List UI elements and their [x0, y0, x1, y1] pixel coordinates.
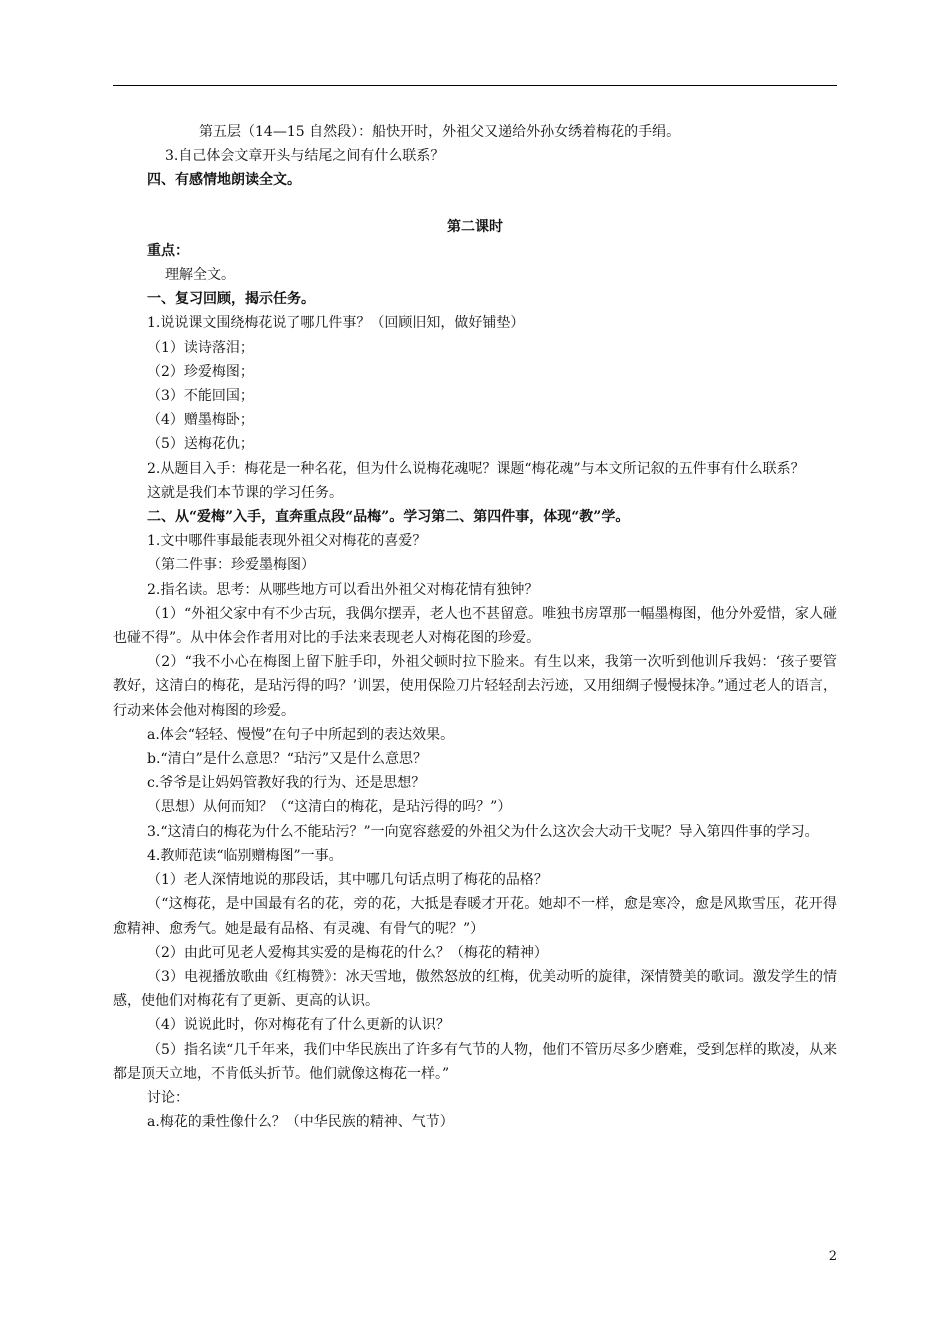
paragraph-text: 2.指名读。思考：从哪些地方可以看出外祖父对梅花情有独钟？: [147, 581, 539, 598]
paragraph-text: 1.文中哪件事最能表现外祖父对梅花的喜爱？: [147, 533, 427, 550]
paragraph-text: 2.从题目入手：梅花是一种名花，但为什么说梅花魂呢？课题“梅花魂”与本文所记叙的五件事有什么联系？: [147, 460, 805, 477]
header-rule: [113, 85, 837, 86]
lesson-title: 第二课时: [447, 218, 503, 235]
paragraph-text: （2）由此可见老人爱梅其实爱的是梅花的什么？（梅花的精神）: [147, 944, 548, 961]
paragraph-text: 这就是我们本节课的学习任务。: [147, 484, 343, 501]
list-item: a.梅花的秉性像什么？（中华民族的精神、气节）: [147, 1114, 454, 1131]
paragraph-text: （“这梅花，是中国最有名的花，旁的花，大抵是春暖才开花。她却不一样，愈是寒冷，愈是风欺雪压，花开得愈精神、愈秀气。她是最有品格、有灵魂、有骨气的呢？”）: [113, 896, 837, 937]
paragraph-text: （5）指名读“几千年来，我们中华民族出了许多有气节的人物，他们不管历尽多少磨难，受到怎样的欺凌，从来都是顶天立地，不肯低头折节。他们就像这梅花一样。”: [113, 1041, 837, 1082]
paragraph-text: （第二件事：珍爱墨梅图）: [147, 557, 315, 574]
section-heading: 一、复习回顾，揭示任务。: [147, 291, 315, 308]
list-item: （1）读诗落泪；: [147, 339, 254, 356]
paragraph-text: 3.自己体会文章开头与结尾之间有什么联系？: [165, 148, 445, 165]
paragraph-text: （2）“我不小心在梅图上留下脏手印，外祖父顿时拉下脸来。有生以来，我第一次听到他训斥我妈：‘孩子要管教好，这清白的梅花，是玷污得的吗？’训罢，使用保险刀片轻轻刮去污迹，又用细绸子慢慢抹净。”通过老人的语言，行动来体会他对梅图的珍爱。: [113, 654, 837, 719]
list-item: c.爷爷是让妈妈管教好我的行为、还是思想？: [147, 775, 426, 792]
list-item: （3）不能回国；: [147, 388, 254, 405]
paragraph-text: 第五层（14—15 自然段）：船快开时，外祖父又递给外孙女绣着梅花的手绢。: [199, 124, 681, 140]
list-item: （5）送梅花仇；: [147, 436, 254, 453]
paragraph-text: 3.“这清白的梅花为什么不能玷污？”一向宽容慈爱的外祖父为什么这次会大动干戈呢？导入第四件事的学习。: [147, 823, 819, 840]
section-heading: 重点：: [147, 242, 189, 259]
list-item: （2）珍爱梅图；: [147, 363, 254, 380]
paragraph-text: （3）电视播放歌曲《红梅赞》：冰天雪地，傲然怒放的红梅，优美动听的旋律，深情赞美的歌词。激发学生的情感，使他们对梅花有了更新、更高的认识。: [113, 968, 837, 1010]
list-item: （4）赠墨梅卧；: [147, 412, 254, 429]
page-number: 2: [828, 1249, 837, 1264]
list-item: b.“清白”是什么意思？“玷污”又是什么意思？: [147, 751, 428, 768]
paragraph-text: 讨论：: [147, 1089, 189, 1106]
document-body: [113, 120, 837, 1134]
paragraph-text: （思想）从何而知？（“这清白的梅花，是玷污得的吗？”）: [147, 799, 512, 816]
paragraph-text: 4.教师范读“临别赠梅图”一事。: [147, 847, 343, 864]
section-heading: 二、从“爱梅”入手，直奔重点段“品梅”。学习第二、第四件事，体现“教”学。: [147, 509, 630, 526]
paragraph-text: （1）“外祖父家中有不少古玩，我偶尔摆弄，老人也不甚留意。唯独书房罩那一幅墨梅图，他分外爱惜，家人碰也碰不得”。从中体会作者用对比的手法来表现老人对梅花图的珍爱。: [113, 605, 837, 647]
paragraph-text: （4）说说此时，你对梅花有了什么更新的认识？: [147, 1017, 450, 1034]
paragraph-text: （1）老人深情地说的那段话，其中哪几句话点明了梅花的品格？: [147, 872, 548, 889]
list-item: a.体会“轻轻、慢慢”在句子中所起到的表达效果。: [147, 726, 455, 743]
paragraph-text: 1.说说课文围绕梅花说了哪几件事？（回顾旧知，做好铺垫）: [147, 315, 525, 332]
section-heading: 四、有感情地朗读全文。: [147, 172, 301, 189]
paragraph-text: 理解全文。: [165, 267, 235, 284]
